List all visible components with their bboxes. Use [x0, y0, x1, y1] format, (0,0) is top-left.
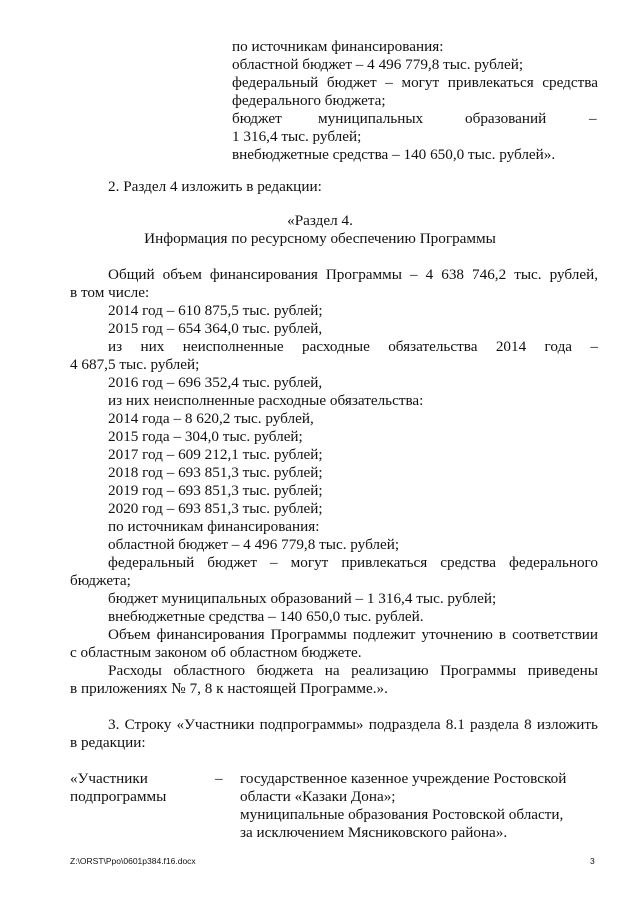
item-2-heading: 2. Раздел 4 изложить в редакции: — [108, 178, 322, 195]
page-number: 3 — [590, 856, 595, 866]
text-line: федерального бюджета; — [232, 92, 386, 109]
text-line: 2016 год – 696 352,4 тыс. рублей, — [108, 374, 323, 391]
text-line: Расходы областного бюджета на реализацию Программы приведены — [108, 662, 598, 679]
text-line: федеральный бюджет – могут привлекаться средства — [232, 74, 598, 91]
text-word: образований — [465, 110, 547, 127]
participants-value: государственное казенное учреждение Ростовской — [240, 770, 567, 787]
text-word: – — [589, 110, 597, 127]
text-line: Объем финансирования Программы подлежит уточнению в соответствии — [108, 626, 598, 643]
text-line: 2014 год – 610 875,5 тыс. рублей; — [108, 302, 323, 319]
participants-value: муниципальные образования Ростовской области, — [240, 806, 564, 823]
text-line: внебюджетные средства – 140 650,0 тыс. рублей. — [108, 608, 424, 625]
text-line: с областным законом об областном бюджете. — [70, 644, 362, 661]
text-line: 2019 год – 693 851,3 тыс. рублей; — [108, 482, 323, 499]
text-word: муниципальных — [318, 110, 424, 127]
text-line: 2018 год – 693 851,3 тыс. рублей; — [108, 464, 323, 481]
file-path: Z:\ORST\Ppo\0601p384.f16.docx — [70, 856, 196, 866]
text-line: по источникам финансирования: — [232, 38, 444, 55]
text-line: Общий объем финансирования Программы – 4 638 746,2 тыс. рублей, — [108, 266, 598, 283]
text-line: из них неисполненные расходные обязательства: — [108, 392, 424, 409]
text-line: 1 316,4 тыс. рублей; — [232, 128, 362, 145]
text-line: в том числе: — [70, 284, 150, 301]
section-subtitle: Информация по ресурсному обеспечению Программы — [144, 230, 496, 247]
text-line: в приложениях № 7, 8 к настоящей Программе.». — [70, 680, 388, 697]
text-line: бюджета; — [70, 572, 131, 589]
text-line: в редакции: — [70, 734, 146, 751]
item-3-heading: 3. Строку «Участники подпрограммы» подраздела 8.1 раздела 8 изложить — [108, 716, 598, 733]
section-title: «Раздел 4. — [287, 212, 353, 229]
participants-value: области «Казаки Дона»; — [240, 788, 396, 805]
text-line: 2015 год – 654 364,0 тыс. рублей, — [108, 320, 323, 337]
participants-label: подпрограммы — [70, 788, 167, 805]
text-line: областной бюджет – 4 496 779,8 тыс. рублей; — [108, 536, 400, 553]
text-line: 2020 год – 693 851,3 тыс. рублей; — [108, 500, 323, 517]
text-line: внебюджетные средства – 140 650,0 тыс. рублей». — [232, 146, 556, 163]
text-word: бюджет — [232, 110, 282, 127]
participants-value: за исключением Мясниковского района». — [240, 824, 508, 841]
participants-dash: – — [215, 770, 223, 787]
participants-label: «Участники — [70, 770, 148, 787]
text-line: федеральный бюджет – могут привлекаться средства федерального — [108, 554, 598, 571]
text-line: 4 687,5 тыс. рублей; — [70, 356, 200, 373]
text-line: 2017 год – 609 212,1 тыс. рублей; — [108, 446, 323, 463]
text-line: бюджет муниципальных образований – 1 316,4 тыс. рублей; — [108, 590, 497, 607]
text-line: областной бюджет – 4 496 779,8 тыс. рублей; — [232, 56, 524, 73]
text-line: 2014 года – 8 620,2 тыс. рублей, — [108, 410, 314, 427]
text-line: 2015 года – 304,0 тыс. рублей; — [108, 428, 303, 445]
text-line: из них неисполненные расходные обязательства 2014 года – — [108, 338, 598, 355]
text-line: по источникам финансирования: — [108, 518, 320, 535]
